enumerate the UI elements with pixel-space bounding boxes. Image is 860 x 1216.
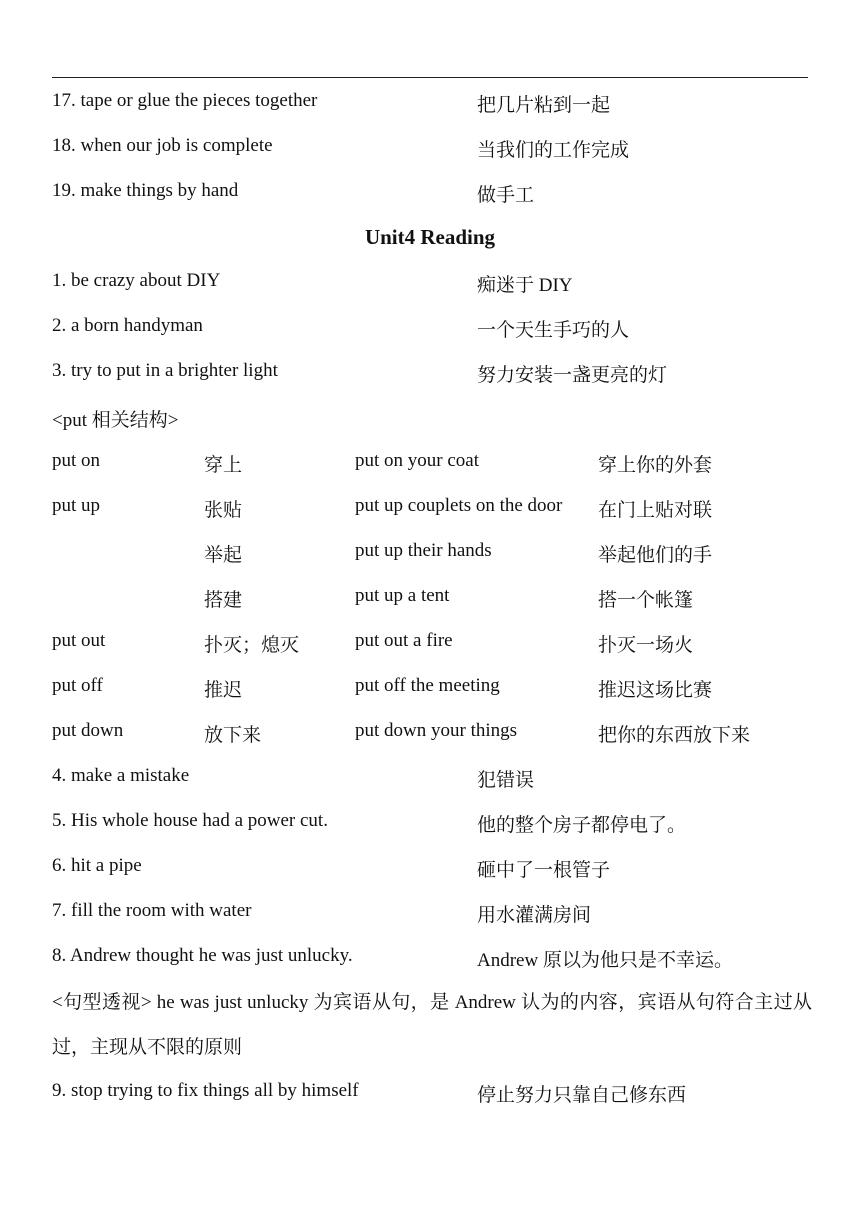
list-item xyxy=(52,135,812,165)
list-item xyxy=(52,360,812,390)
list-item xyxy=(52,270,812,300)
put-meaning: 放下来 xyxy=(204,725,262,746)
put-translation: 扑灭一场火 xyxy=(598,635,694,656)
put-example: put out a fire xyxy=(355,630,453,651)
put-meaning: 穿上 xyxy=(204,455,243,476)
list-item xyxy=(52,945,812,975)
phrase-english: 18. when our job is complete xyxy=(52,135,273,156)
phrase-english: 6. hit a pipe xyxy=(52,855,142,876)
table-row xyxy=(52,450,812,480)
put-translation: 在门上贴对联 xyxy=(598,500,713,521)
list-item xyxy=(52,765,812,795)
list-item xyxy=(52,810,812,840)
put-heading: <put 相关结构> xyxy=(52,410,179,431)
grammar-note: <句型透视> he was just unlucky 为宾语从句，是 Andrew 认为的内容，宾语从句符合主过从过，主现从不限的原则 xyxy=(52,992,812,1058)
put-meaning: 举起 xyxy=(204,545,243,566)
phrase-chinese: 犯错误 xyxy=(477,770,535,791)
table-row xyxy=(52,720,812,750)
put-meaning: 张贴 xyxy=(204,500,243,521)
put-example: put on your coat xyxy=(355,450,480,471)
phrase-chinese: 当我们的工作完成 xyxy=(477,140,630,161)
table-row xyxy=(52,495,812,525)
put-meaning: 搭建 xyxy=(204,590,243,611)
put-phrase: put up xyxy=(52,495,101,516)
put-meaning: 推迟 xyxy=(204,680,243,701)
put-phrase: put on xyxy=(52,450,101,471)
put-example: put off the meeting xyxy=(355,675,500,696)
put-translation: 举起他们的手 xyxy=(598,545,713,566)
phrase-chinese: 努力安装一盏更亮的灯 xyxy=(477,365,668,386)
phrase-english: 19. make things by hand xyxy=(52,180,239,201)
put-translation: 把你的东西放下来 xyxy=(598,725,751,746)
phrase-english: 8. Andrew thought he was just unlucky. xyxy=(52,945,353,966)
list-item xyxy=(52,900,812,930)
list-item xyxy=(52,1080,812,1110)
put-phrase: put out xyxy=(52,630,106,651)
put-heading-row xyxy=(52,405,812,435)
table-row xyxy=(52,540,812,570)
phrase-chinese: Andrew 原以为他只是不幸运。 xyxy=(477,950,733,971)
phrase-chinese: 做手工 xyxy=(477,185,535,206)
table-row xyxy=(52,675,812,705)
top-rule xyxy=(52,77,808,78)
phrase-english: 5. His whole house had a power cut. xyxy=(52,810,328,831)
put-translation: 推迟这场比赛 xyxy=(598,680,713,701)
phrase-chinese: 用水灌满房间 xyxy=(477,905,592,926)
put-phrase: put down xyxy=(52,720,124,741)
list-item xyxy=(52,90,812,120)
phrase-english: 1. be crazy about DIY xyxy=(52,270,221,291)
put-phrase: put off xyxy=(52,675,103,696)
phrase-chinese: 一个天生手巧的人 xyxy=(477,320,630,341)
phrase-english: 3. try to put in a brighter light xyxy=(52,360,278,381)
phrase-english: 9. stop trying to fix things all by himself xyxy=(52,1080,359,1101)
list-item xyxy=(52,180,812,210)
phrase-chinese: 他的整个房子都停电了。 xyxy=(477,815,687,836)
phrase-chinese: 砸中了一根管子 xyxy=(477,860,611,881)
put-example: put up their hands xyxy=(355,540,492,561)
put-example: put up a tent xyxy=(355,585,450,606)
list-item xyxy=(52,315,812,345)
table-row xyxy=(52,630,812,660)
table-row xyxy=(52,585,812,615)
phrase-chinese: 把几片粘到一起 xyxy=(477,95,611,116)
put-translation: 搭一个帐篷 xyxy=(598,590,694,611)
phrase-chinese: 停止努力只靠自己修东西 xyxy=(477,1085,687,1106)
phrase-english: 7. fill the room with water xyxy=(52,900,252,921)
phrase-english: 2. a born handyman xyxy=(52,315,203,336)
phrase-english: 17. tape or glue the pieces together xyxy=(52,90,318,111)
put-translation: 穿上你的外套 xyxy=(598,455,713,476)
list-item xyxy=(52,855,812,885)
put-meaning: 扑灭；熄灭 xyxy=(204,635,300,656)
phrase-chinese: 痴迷于 DIY xyxy=(477,275,573,296)
put-example: put up couplets on the door xyxy=(355,495,563,516)
phrase-english: 4. make a mistake xyxy=(52,765,190,786)
put-example: put down your things xyxy=(355,720,518,741)
section-title: Unit4 Reading xyxy=(364,225,496,249)
